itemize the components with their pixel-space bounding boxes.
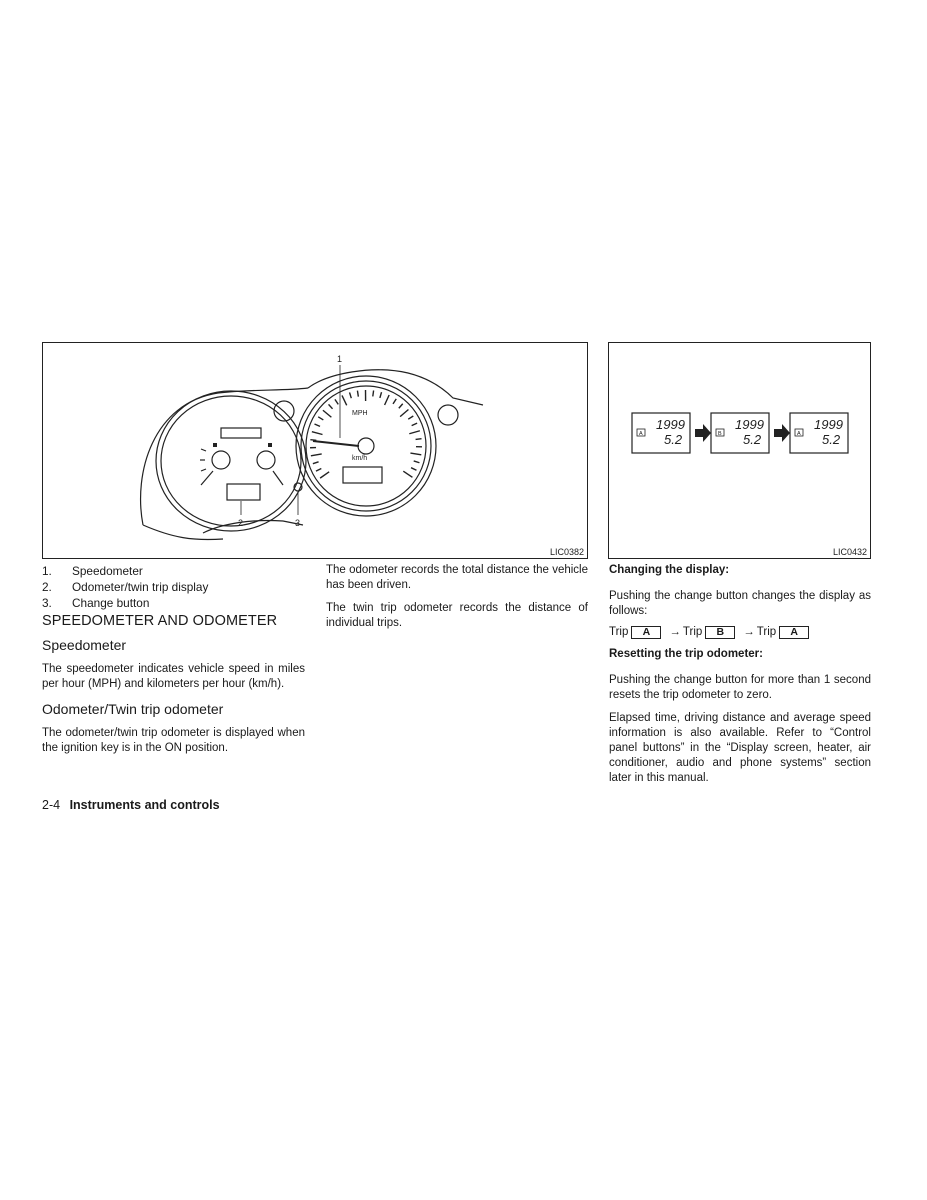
trip-a-box: A — [779, 626, 809, 639]
speedometer-tick — [399, 404, 403, 409]
display-2-top: 1999 — [735, 417, 764, 432]
subheading-speedometer: Speedometer — [42, 637, 127, 653]
display-3-top: 1999 — [814, 417, 843, 432]
speedometer-tick — [357, 391, 358, 397]
subheading-odometer: Odometer/Twin trip odometer — [42, 701, 224, 717]
speedometer-tick — [400, 409, 408, 416]
trip-sequence: Trip A → Trip B → Trip A — [609, 625, 871, 640]
display-2-trip: B — [718, 431, 722, 437]
speedometer-tick — [342, 395, 347, 405]
figure-id: LIC0382 — [549, 547, 584, 557]
trip-a-box: A — [631, 626, 661, 639]
speedometer-tick — [393, 399, 396, 404]
page-number: 2-4 — [42, 798, 61, 812]
arrow-icon — [774, 424, 790, 442]
speedometer-tick — [329, 404, 333, 408]
speedometer-tick — [323, 410, 331, 417]
chapter-title: Instruments and controls — [69, 798, 220, 812]
arrow-right-icon: → — [669, 626, 681, 638]
kmh-label: km/h — [352, 455, 368, 462]
speedometer-tick — [313, 462, 319, 464]
trip-b-box: B — [705, 626, 735, 639]
speedometer-tick — [411, 468, 416, 471]
heading-resetting-trip: Resetting the trip odometer: — [609, 648, 763, 660]
paragraph: The odometer/twin trip odometer is displayed when the ignition key is in the ON position. — [42, 727, 305, 754]
speedometer-tick — [316, 468, 321, 471]
heading-changing-display: Changing the display: — [609, 564, 730, 576]
column-1 — [42, 563, 305, 764]
paragraph: Pushing the change button changes the display as follows: — [609, 590, 871, 617]
section-title: SPEEDOMETER AND ODOMETER — [42, 613, 278, 629]
speedometer-tick — [416, 439, 422, 440]
legend-item: 2. Odometer/twin trip display — [42, 580, 209, 594]
speedometer-tick — [414, 461, 420, 463]
display-1-bottom: 5.2 — [664, 432, 683, 447]
column-2 — [326, 563, 588, 639]
speedometer-tick — [314, 424, 320, 426]
paragraph: The speedometer indicates vehicle speed in miles per hour (MPH) and kilometers per hour (km/h). — [42, 663, 305, 690]
trip-display-illustration — [609, 343, 870, 558]
instrument-cluster-figure — [42, 342, 588, 559]
paragraph: The odometer records the total distance the vehicle has been driven. — [326, 564, 588, 591]
paragraph: Elapsed time, driving distance and average speed information is also available. Refer to “Control panel buttons” in the “Display screen, heater, air conditioner, audio and phone systems” section later in this manual. — [609, 712, 871, 784]
display-1-trip: A — [639, 431, 643, 437]
instrument-cluster-illustration — [43, 343, 587, 558]
callout-3: 3 — [295, 518, 301, 528]
arrow-right-icon: → — [743, 626, 755, 638]
callout-legend — [42, 563, 305, 611]
speedometer-tick — [412, 423, 417, 425]
paragraph: The twin trip odometer records the distance of individual trips. — [326, 602, 588, 629]
callout-2: 2 — [238, 518, 244, 528]
speedometer-tick — [373, 391, 374, 397]
speedometer-tick — [350, 392, 352, 398]
paragraph: Pushing the change button for more than 1 second resets the trip odometer to zero. — [609, 674, 871, 701]
column-3 — [609, 563, 871, 794]
display-3-trip: A — [797, 431, 801, 437]
mph-label: MPH — [352, 410, 368, 417]
speedometer-tick — [318, 417, 323, 420]
speedometer-tick — [335, 399, 338, 404]
speedometer-tick — [409, 431, 420, 434]
speedometer-tick — [311, 454, 322, 456]
speedometer-tick — [312, 432, 323, 435]
speedometer-tick — [380, 392, 382, 398]
speedometer-tick — [320, 472, 329, 478]
speedometer-tick — [310, 440, 316, 441]
trip-display-figure — [608, 342, 871, 559]
display-1-top: 1999 — [656, 417, 685, 432]
arrow-icon — [695, 424, 711, 442]
speedometer-tick — [403, 471, 412, 477]
legend-item: 3. Change button — [42, 596, 150, 610]
speedometer-tick — [408, 416, 413, 419]
speedometer-tick — [385, 395, 390, 405]
display-3-bottom: 5.2 — [822, 432, 841, 447]
figure-id: LIC0432 — [832, 547, 867, 557]
display-2-bottom: 5.2 — [743, 432, 762, 447]
callout-1: 1 — [337, 354, 343, 364]
legend-item: 1. Speedometer — [42, 564, 143, 578]
speedometer-tick — [410, 453, 421, 455]
page-footer — [42, 798, 220, 812]
